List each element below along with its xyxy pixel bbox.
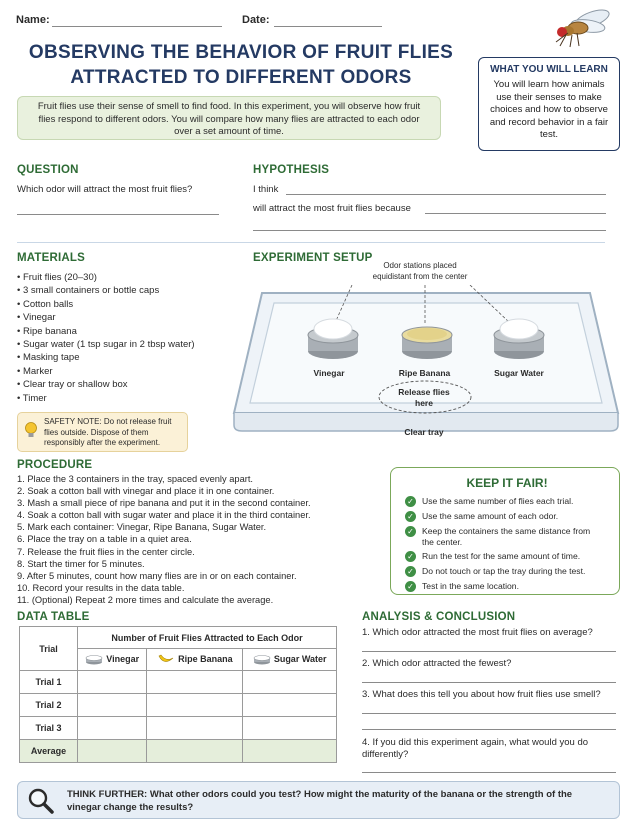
cell[interactable] [78,717,147,740]
procedure-heading: PROCEDURE [17,459,93,471]
cell[interactable] [147,671,243,694]
safety-text: SAFETY NOTE: Do not release fruit flies outside. Dispose of them responsibly after the experiment. [44,417,172,447]
list-item: 10. Record your results in the data table. [17,582,185,593]
cell[interactable] [147,694,243,717]
list-item: • Cotton balls [17,298,74,310]
release-label: Release flies here [398,387,450,408]
list-item: ✓ Use the same number of flies each trial. [405,496,609,507]
list-item: 6. Place the tray on a table in a quiet area. [17,534,192,545]
check-icon: ✓ [405,511,416,522]
analysis-q1: 1. Which odor attracted the most fruit flies on average? [362,627,593,638]
vinegar-label: Vinegar [313,368,345,378]
analysis-q4: 4. If you did this experiment again, what would you do differently? [362,737,589,760]
hypothesis-line-2[interactable] [425,213,606,214]
list-item: 7. Release the fruit flies in the center circle. [17,546,195,557]
column-banana: Ripe Banana [147,649,243,671]
analysis-q2: 2. Which odor attracted the fewest? [362,658,512,669]
table-row: Trial 3 [20,717,337,740]
hypothesis-line-2-label: will attract the most fruit flies because [253,203,411,214]
sugar-water-container [494,319,544,359]
check-icon: ✓ [405,496,416,507]
lightbulb-icon [24,421,38,439]
name-label: Name: [16,14,50,26]
vinegar-container [308,319,358,359]
vinegar-cup-icon [85,654,103,665]
cell[interactable] [78,671,147,694]
cell[interactable] [243,740,337,763]
fair-title: KEEP IT FAIR! [466,476,548,490]
analysis-a3-line[interactable] [362,713,616,714]
list-item: • Clear tray or shallow box [17,379,128,391]
banana-container [402,327,452,359]
think-further-box [17,781,620,819]
list-item: 11. (Optional) Repeat 2 more times and calculate the average. [17,594,274,605]
hypothesis-line-1-label: I think [253,184,279,195]
list-item: • Marker [17,365,53,377]
stations-note: Odor stations placed equidistant from the center [372,261,468,281]
check-icon: ✓ [405,551,416,562]
list-item: ✓ Do not touch or tap the tray during the test. [405,566,609,577]
data-table [19,626,337,763]
analysis-heading: ANALYSIS & CONCLUSION [362,611,516,623]
safety-note [17,412,188,452]
trial-header: Trial [20,627,78,671]
list-item: • Timer [17,392,47,404]
analysis-a4-line[interactable] [362,772,616,773]
cell[interactable] [147,717,243,740]
list-item: • Sugar water (1 tsp sugar in 2 tbsp water) [17,339,195,351]
column-vinegar: Vinegar [78,649,147,671]
question-text: Which odor will attract the most fruit flies? [17,184,193,195]
analysis-a3-line-2[interactable] [362,729,616,730]
cell[interactable] [78,740,147,763]
list-item: ✓ Test in the same location. [405,581,609,592]
list-item: 9. After 5 minutes, count how many flies are in or on each container. [17,570,297,581]
hypothesis-line-3[interactable] [253,230,606,231]
setup-heading: EXPERIMENT SETUP [253,252,373,264]
question-heading: QUESTION [17,164,79,176]
list-item: • Fruit flies (20–30) [17,272,97,283]
procedure-list [17,473,367,606]
question-answer-line[interactable] [17,214,219,215]
list-item: ✓ Run the test for the same amount of time. [405,551,609,562]
list-item: • 3 small containers or bottle caps [17,285,160,297]
learn-text: You will learn how animals use their senses to make choices and how to observe and record behavior in a fair test. [489,79,609,140]
list-item: ✓ Use the same amount of each odor. [405,511,609,522]
list-item: • Masking tape [17,352,80,364]
table-row: Trial 1 [20,671,337,694]
check-icon: ✓ [405,526,416,537]
materials-heading: MATERIALS [17,252,86,264]
name-field[interactable] [52,26,222,27]
experiment-tray-diagram [230,285,622,445]
list-item: 5. Mark each container: Vinegar, Ripe Banana, Sugar Water. [17,522,267,533]
cell[interactable] [243,694,337,717]
intro-text: Fruit flies use their sense of smell to find food. In this experiment, you will observe how fruit flies respond to different odors. You will compare how many flies are attracted to each odor over a set amount of time. [37,101,421,137]
think-further-text: THINK FURTHER: What other odors could you test? How might the maturity of the banana or the strength of the vinegar change the results? [67,789,573,813]
keep-it-fair-box [390,467,620,595]
analysis-q3: 3. What does this tell you about how fruit flies use smell? [362,689,601,700]
banana-icon [157,653,175,666]
title-line-2: ATTRACTED TO DIFFERENT ODORS [70,67,412,88]
sugar-water-label: Sugar Water [494,368,544,378]
list-item: 3. Mash a small piece of ripe banana and put it in the second container. [17,498,311,509]
divider [17,242,605,243]
tray-label: Clear tray [404,427,444,437]
analysis-a1-line[interactable] [362,651,616,652]
list-item: 2. Soak a cotton ball with vinegar and place it in one container. [17,486,275,497]
table-row: Average [20,740,337,763]
list-item: • Vinegar [17,312,56,324]
column-sugar-water: Sugar Water [243,649,337,671]
group-header: Number of Fruit Flies Attracted to Each Odor [78,627,337,649]
cell[interactable] [78,694,147,717]
learn-title: WHAT YOU WILL LEARN [490,64,608,75]
date-field[interactable] [274,26,382,27]
banana-label: Ripe Banana [398,368,451,378]
list-item: 8. Start the timer for 5 minutes. [17,558,145,569]
cell[interactable] [243,717,337,740]
magnifying-glass-icon [27,787,55,815]
list-item: • Ripe banana [17,325,77,337]
cell[interactable] [147,740,243,763]
materials-list [17,271,237,405]
check-icon: ✓ [405,581,416,592]
title-line-1: OBSERVING THE BEHAVIOR OF FRUIT FLIES [28,42,454,63]
hypothesis-line-1[interactable] [286,194,606,195]
cell[interactable] [243,671,337,694]
hypothesis-heading: HYPOTHESIS [253,164,330,176]
list-item: 4. Soak a cotton ball with sugar water and place it in the third container. [17,510,311,521]
table-row: Trial 2 [20,694,337,717]
intro-box [17,96,441,140]
list-item: ✓ Keep the containers the same distance from the center. [405,526,609,547]
fruit-fly-icon [548,2,610,52]
learn-box [478,57,620,151]
sugar-water-cup-icon [253,654,271,665]
check-icon: ✓ [405,566,416,577]
data-table-heading: DATA TABLE [17,611,90,623]
analysis-a2-line[interactable] [362,682,616,683]
list-item: 1. Place the 3 containers in the tray, spaced evenly apart. [17,474,254,484]
date-label: Date: [242,14,270,26]
